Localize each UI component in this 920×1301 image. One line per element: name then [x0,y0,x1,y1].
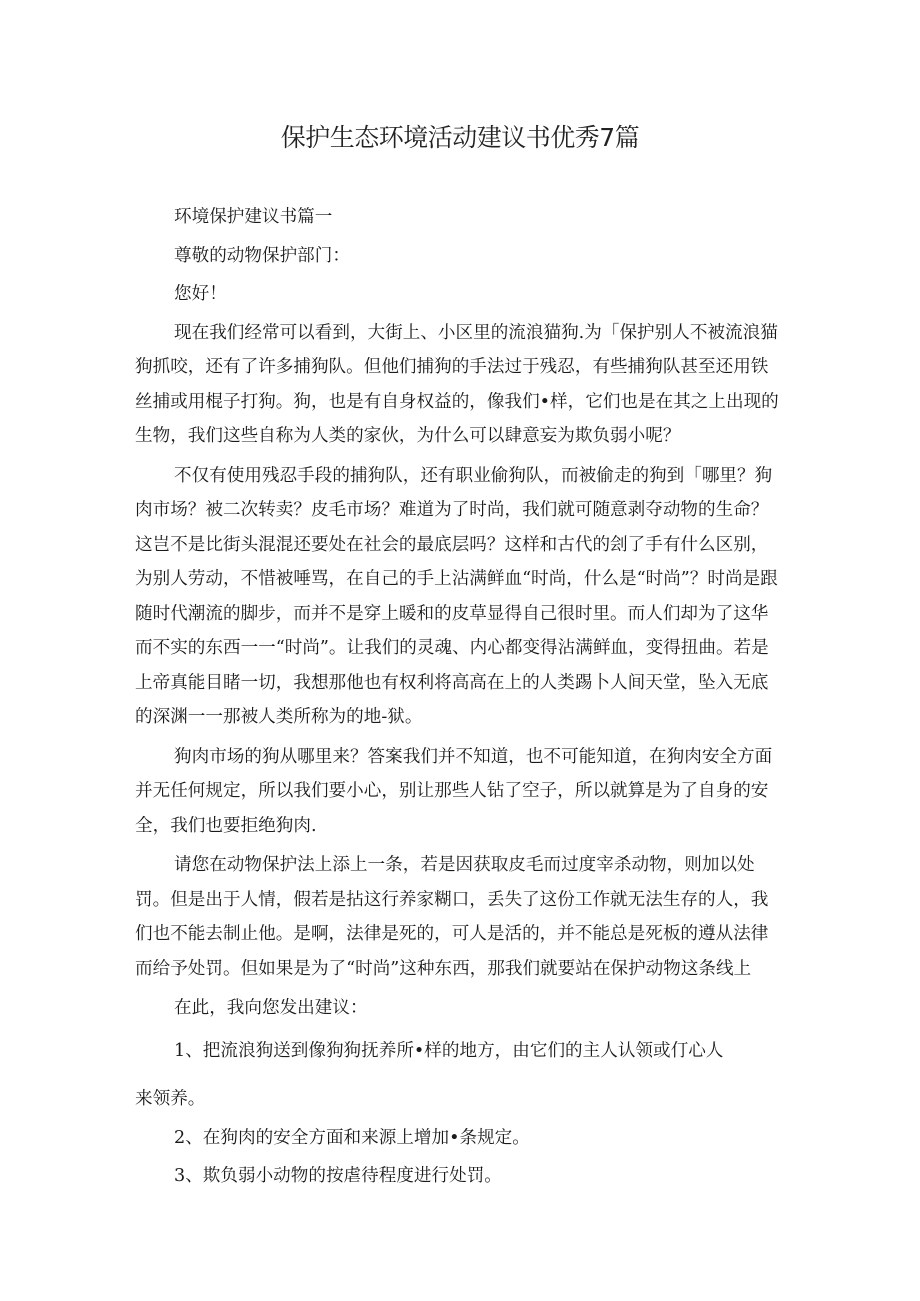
section-heading: 环境保护建议书篇一 [174,207,333,227]
list-item: 2、在狗肉的安全方面和来源上增加•条规定。 [174,1127,530,1148]
document-body [135,200,785,1194]
list-item-continuation: 来领养。 [135,1089,206,1109]
greeting: 您好！ [174,284,227,304]
list-item: 1、把流浪狗送到像狗狗抚养所•样的地方，由它们的主人认领或仃心人 [174,1040,724,1061]
paragraph: 狗肉市场的狗从哪里来？答案我们并不知道，也不可能知道，在狗肉安全方面并无任何规定，所以我们要小心，别让那些人钻了空子，所以就算是为了自身的安全，我们也要拒绝狗肉. [135,746,773,836]
salutation: 尊敬的动物保护部门： [174,245,350,266]
paragraph: 请您在动物保护法上添上一条，若是因获取皮毛而过度宰杀动物，则加以处罚。但是出于人情，假若是拈这行养家糊口，丢失了这份工作就无法生存的人，我们也不能去制止他。是啊，法律是死的，可人是活的，并不能总是死板的遵从法律而给予处罚。但如果是为了“时尚”这种东西，那我们就要站在保护动物这条线上 [135,855,769,979]
paragraph: 在此，我向您发出建议： [174,998,368,1018]
document-title: 保护生态环境活动建议书优秀7篇 [280,123,640,152]
paragraph: 现在我们经常可以看到，大街上、小区里的流浪猫狗.为「保护别人不被流浪猫狗抓咬，还有了许多捕狗队。但他们捕狗的手法过于残忍，有些捕狗队甚至还用铁丝捕或用棍子打狗。狗，也是有自身权益的，像我们•样，它们也是在其之上出现的生物，我们这些自称为人类的家伙，为什么可以肆意妄为欺负弱小呢？ [135,322,779,446]
list-item: 3、欺负弱小动物的按虐待程度进行处罚。 [174,1166,502,1186]
paragraph: 不仅有使用残忍手段的捕狗队，还有职业偷狗队，而被偷走的狗到「哪里？狗肉市场？被二次转卖？皮毛市场？难道为了时尚，我们就可随意剥夺动物的生命？这岂不是比街头混混还要处在社会的最底层吗？这样和古代的刽了手有什么区别，为别人劳动，不惜被唾骂，在自己的手上沾满鲜血“时尚，什么是“时尚”？时尚是跟随时代潮流的脚步，而并不是穿上暖和的皮草显得自己很时里。而人们却为了这华而不实的东西一一“时尚”。让我们的灵魂、内心都变得沾满鲜血，变得扭曲。若是上帝真能目睹一切，我想那他也有权利将高高在上的人类踢卜人间天堂，坠入无底的深渊一一那被人类所称为的地-狱。 [135,465,778,727]
